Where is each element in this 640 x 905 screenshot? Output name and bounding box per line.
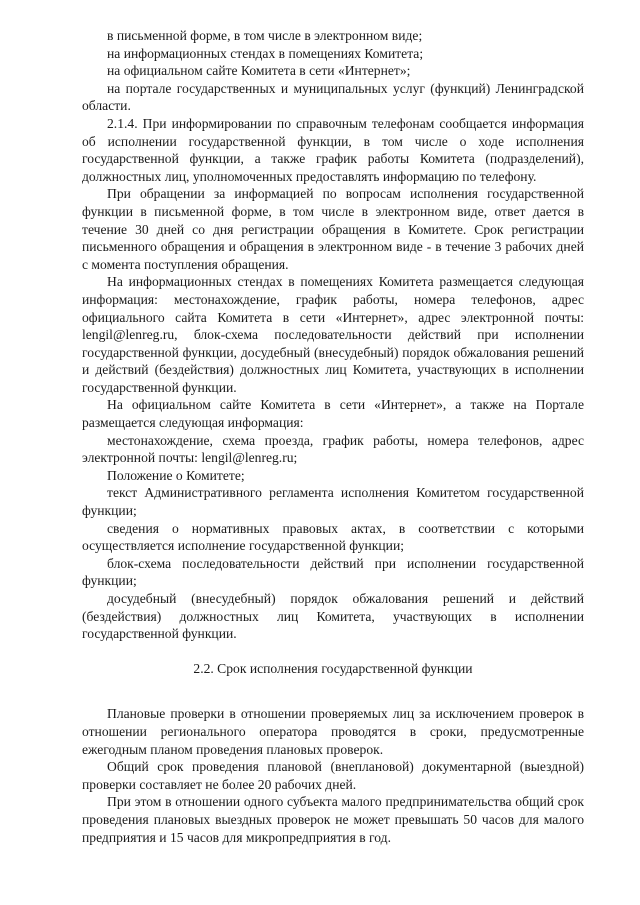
paragraph: При обращении за информацией по вопросам исполнения государственной функции в письменной форме, в том числе в электронном виде, ответ дается в течение 30 дней со дня регистрации обращения в Комитете. Срок регистрации письменного обращения и обращения в электронном виде - в течение 3 рабочих дней с момента поступления обращения. — [82, 186, 584, 272]
paragraph: При этом в отношении одного субъекта малого предпринимательства общий срок проведения плановых выездных проверок не может превышать 50 часов для малого предприятия и 15 часов для микропредприятия в год. — [82, 794, 584, 845]
paragraph: досудебный (внесудебный) порядок обжалования решений и действий (бездействия) должностных лиц Комитета, участвующих в исполнении государственной функции. — [82, 591, 584, 642]
section-heading: 2.2. Срок исполнения государственной функции — [193, 660, 473, 676]
paragraph: на портале государственных и муниципальных услуг (функций) Ленинградской области. — [82, 80, 584, 114]
paragraph: в письменной форме, в том числе в электронном виде; — [107, 28, 423, 43]
paragraph: На официальном сайте Комитета в сети «Интернет», а также на Портале размещается следующая информация: — [82, 397, 584, 431]
spacer — [82, 691, 584, 705]
paragraph: Плановые проверки в отношении проверяемых лиц за исключением проверок в отношении регионального оператора проводятся в сроки, предусмотренные ежегодным планом проведения плановых проверок. — [82, 706, 584, 757]
paragraph: местонахождение, схема проезда, график работы, номера телефонов, адрес электронной почты: lengil@lenreg.ru; — [82, 432, 584, 466]
paragraph: сведения о нормативных правовых актах, в соответствии с которыми осуществляется исполнение государственной функции; — [82, 520, 584, 554]
paragraph: блок-схема последовательности действий при исполнении государственной функции; — [82, 555, 584, 589]
paragraph: 2.1.4. При информировании по справочным телефонам сообщается информация об исполнении государственной функции, в том числе о ходе исполнения государственной функции, а также график работы Комитета (подразделений), должностных лиц, уполномоченных предоставлять информацию по телефону. — [82, 115, 584, 184]
paragraph: на официальном сайте Комитета в сети «Интернет»; — [107, 63, 411, 79]
paragraph: Общий срок проведения плановой (внеплановой) документарной (выездной) проверки составляет не более 20 рабочих дней. — [82, 759, 584, 792]
paragraph: На информационных стендах в помещениях Комитета размещается следующая информация: местонахождение, график работы, номера телефонов, адрес официального сайта Комитета в сети «Интернет», адрес электронной почты: lengil@lenreg.ru, блок-схема последовательности действий при исполнении государственной функции, досудебный (внесудебный) порядок обжалования решений и действий (бездействия) должностных лиц Комитета, участвующих в исполнении государственной функции. — [82, 274, 584, 395]
paragraph: текст Административного регламента исполнения Комитетом государственной функции; — [82, 485, 584, 519]
paragraph: на информационных стендах в помещениях Комитета; — [107, 45, 424, 61]
paragraph: Положение о Комитете; — [107, 467, 245, 483]
